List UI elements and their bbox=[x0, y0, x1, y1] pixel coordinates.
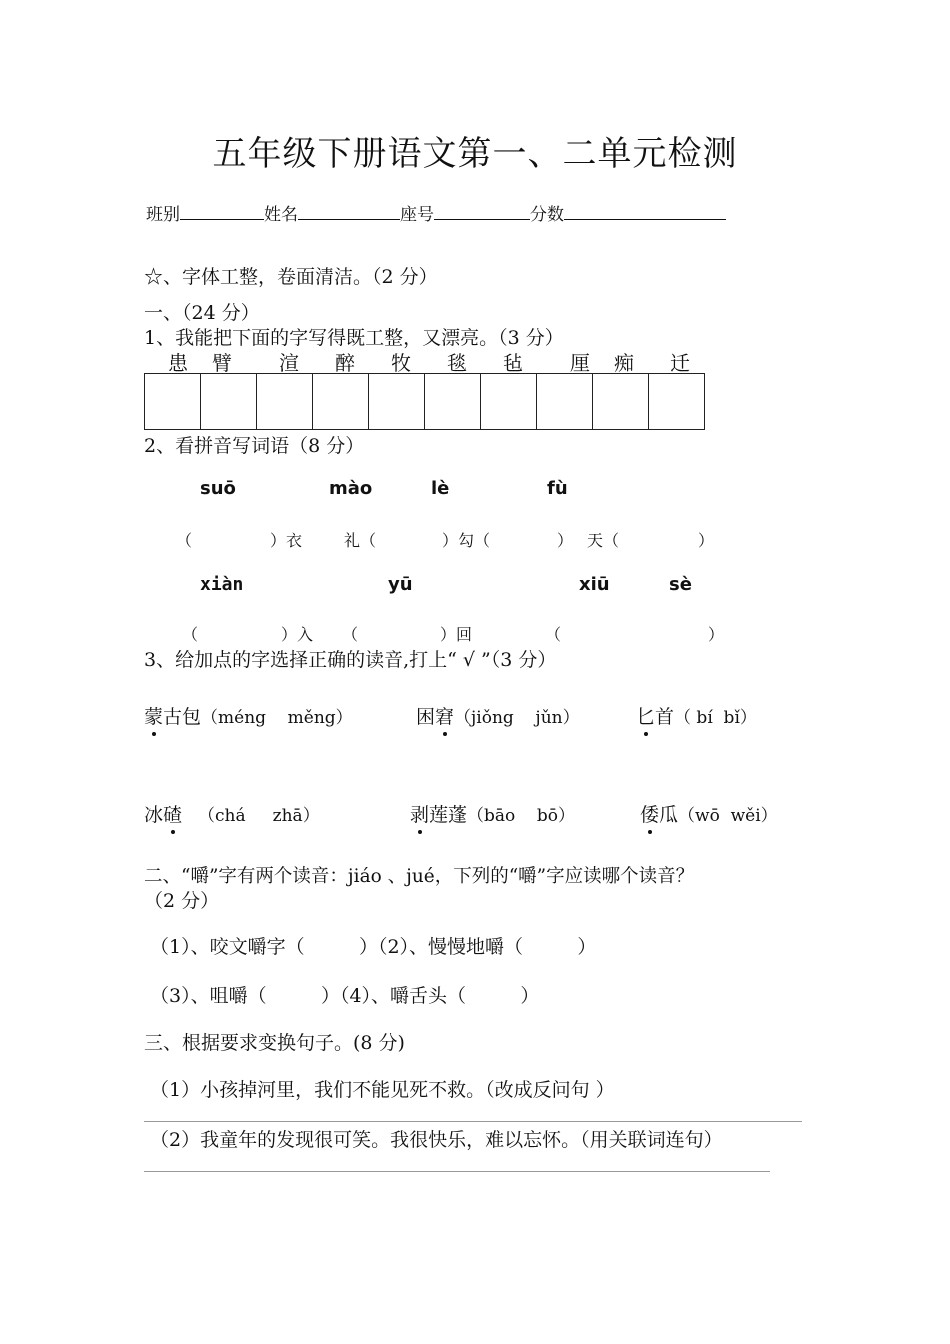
answer-paren[interactable]: （ bbox=[176, 531, 193, 550]
answer-line[interactable] bbox=[144, 1121, 802, 1122]
reading-word: 冰碴 （chá zhā） bbox=[144, 800, 320, 827]
section2-points: （2 分） bbox=[144, 890, 220, 912]
answer-paren[interactable]: ）回 bbox=[440, 625, 473, 644]
pinyin-label: lè bbox=[431, 478, 450, 499]
writing-cell[interactable] bbox=[593, 374, 649, 430]
pinyin-label: mào bbox=[329, 478, 373, 499]
pinyin-label: sè bbox=[669, 574, 692, 595]
writing-cell[interactable] bbox=[649, 374, 705, 430]
section1-heading: 一、（24 分） bbox=[144, 302, 260, 324]
dotted-char: 窘 bbox=[435, 702, 454, 729]
dotted-char: 匕 bbox=[636, 702, 655, 729]
q3-prompt: 3、给加点的字选择正确的读音,打上“ √ ”（3 分） bbox=[144, 649, 557, 671]
writing-cell[interactable] bbox=[145, 374, 201, 430]
dotted-char: 倭 bbox=[640, 800, 659, 827]
writing-cell[interactable] bbox=[537, 374, 593, 430]
reading-word: 困窘（jiǒng jǔn） bbox=[416, 702, 580, 729]
pinyin-label: xiàn bbox=[200, 574, 244, 595]
writing-cell[interactable] bbox=[257, 374, 313, 430]
answer-paren[interactable]: ）勾（ bbox=[442, 531, 491, 550]
answer-paren[interactable]: ） bbox=[708, 625, 725, 644]
q2-prompt: 2、看拼音写词语（8 分） bbox=[144, 435, 365, 457]
student-info-row bbox=[146, 200, 726, 225]
reading-word: 剥莲蓬（bāo bō） bbox=[410, 800, 575, 827]
pinyin-label: yū bbox=[388, 574, 413, 595]
writing-cell[interactable] bbox=[425, 374, 481, 430]
section3-q2: （2）我童年的发现很可笑。我很快乐，难以忘怀。（用关联词连句） bbox=[150, 1129, 723, 1151]
pinyin-label: suō bbox=[200, 478, 236, 499]
class-label: 班别 bbox=[146, 205, 180, 225]
dotted-char: 蒙 bbox=[144, 702, 163, 729]
reading-options[interactable]: （wō wěi） bbox=[678, 806, 778, 826]
dotted-char: 碴 bbox=[163, 800, 182, 827]
answer-paren[interactable]: （ bbox=[342, 625, 359, 644]
seat-label: 座号 bbox=[400, 205, 434, 225]
reading-word: 匕首（ bí bǐ） bbox=[636, 702, 757, 729]
section3-heading: 三、根据要求变换句子。(8 分) bbox=[144, 1032, 405, 1054]
copy-char: 臂 bbox=[212, 351, 232, 375]
reading-options[interactable]: （chá zhā） bbox=[198, 806, 320, 826]
reading-options[interactable]: （jiǒng jǔn） bbox=[454, 708, 580, 728]
pinyin-label: fù bbox=[547, 478, 568, 499]
answer-paren[interactable]: ）衣 bbox=[270, 531, 303, 550]
section2-row1[interactable]: （1）、咬文嚼字（ ）（2）、慢慢地嚼（ ） bbox=[150, 936, 597, 958]
writing-cell[interactable] bbox=[369, 374, 425, 430]
copy-char: 迁 bbox=[670, 351, 690, 375]
section2-row2[interactable]: （3）、咀嚼（ ）（4）、嚼舌头（ ） bbox=[150, 985, 540, 1007]
reading-options[interactable]: （bāo bō） bbox=[467, 806, 576, 826]
reading-word: 蒙古包（méng měng） bbox=[144, 702, 353, 729]
section2-heading: 二、“嚼”字有两个读音：jiáo 、jué，下列的“嚼”字应读哪个读音？ bbox=[144, 866, 695, 887]
section3-q1: （1）小孩掉河里，我们不能见死不救。（改成反问句 ） bbox=[150, 1079, 615, 1101]
copy-char: 毯 bbox=[447, 351, 467, 375]
neatness-note: ☆、字体工整，卷面清洁。（2 分） bbox=[144, 266, 438, 288]
name-blank[interactable] bbox=[298, 203, 400, 220]
score-blank[interactable] bbox=[564, 203, 726, 220]
copy-char: 牧 bbox=[391, 351, 411, 375]
name-label: 姓名 bbox=[264, 205, 298, 225]
score-label: 分数 bbox=[530, 205, 564, 225]
seat-blank[interactable] bbox=[434, 203, 530, 220]
q1-prompt: 1、我能把下面的字写得既工整，又漂亮。（3 分） bbox=[144, 327, 564, 349]
writing-grid bbox=[144, 373, 705, 430]
writing-cell[interactable] bbox=[313, 374, 369, 430]
answer-paren[interactable]: 天（ bbox=[587, 531, 620, 550]
writing-cell[interactable] bbox=[201, 374, 257, 430]
copy-char: 毡 bbox=[503, 351, 523, 375]
answer-paren[interactable]: 礼（ bbox=[344, 531, 377, 550]
answer-paren[interactable]: （ bbox=[545, 625, 562, 644]
reading-word: 倭瓜（wō wěi） bbox=[640, 800, 778, 827]
reading-options[interactable]: （méng měng） bbox=[201, 708, 353, 728]
copy-char: 患 bbox=[168, 351, 188, 375]
answer-paren[interactable]: ） bbox=[698, 531, 715, 550]
reading-options[interactable]: （ bí bǐ） bbox=[674, 708, 757, 728]
copy-char: 渲 bbox=[279, 351, 299, 375]
pinyin-label: xiū bbox=[579, 574, 610, 595]
page-title: 五年级下册语文第一、二单元检测 bbox=[212, 134, 738, 174]
answer-paren[interactable]: （ bbox=[182, 625, 199, 644]
copy-char: 痴 bbox=[614, 351, 634, 375]
answer-line[interactable] bbox=[144, 1171, 770, 1172]
answer-paren[interactable]: ）入 bbox=[281, 625, 314, 644]
copy-char: 醉 bbox=[335, 351, 355, 375]
class-blank[interactable] bbox=[180, 203, 264, 220]
dotted-char: 剥 bbox=[410, 800, 429, 827]
writing-cell[interactable] bbox=[481, 374, 537, 430]
copy-char: 厘 bbox=[570, 351, 590, 375]
answer-paren[interactable]: ） bbox=[557, 531, 574, 550]
